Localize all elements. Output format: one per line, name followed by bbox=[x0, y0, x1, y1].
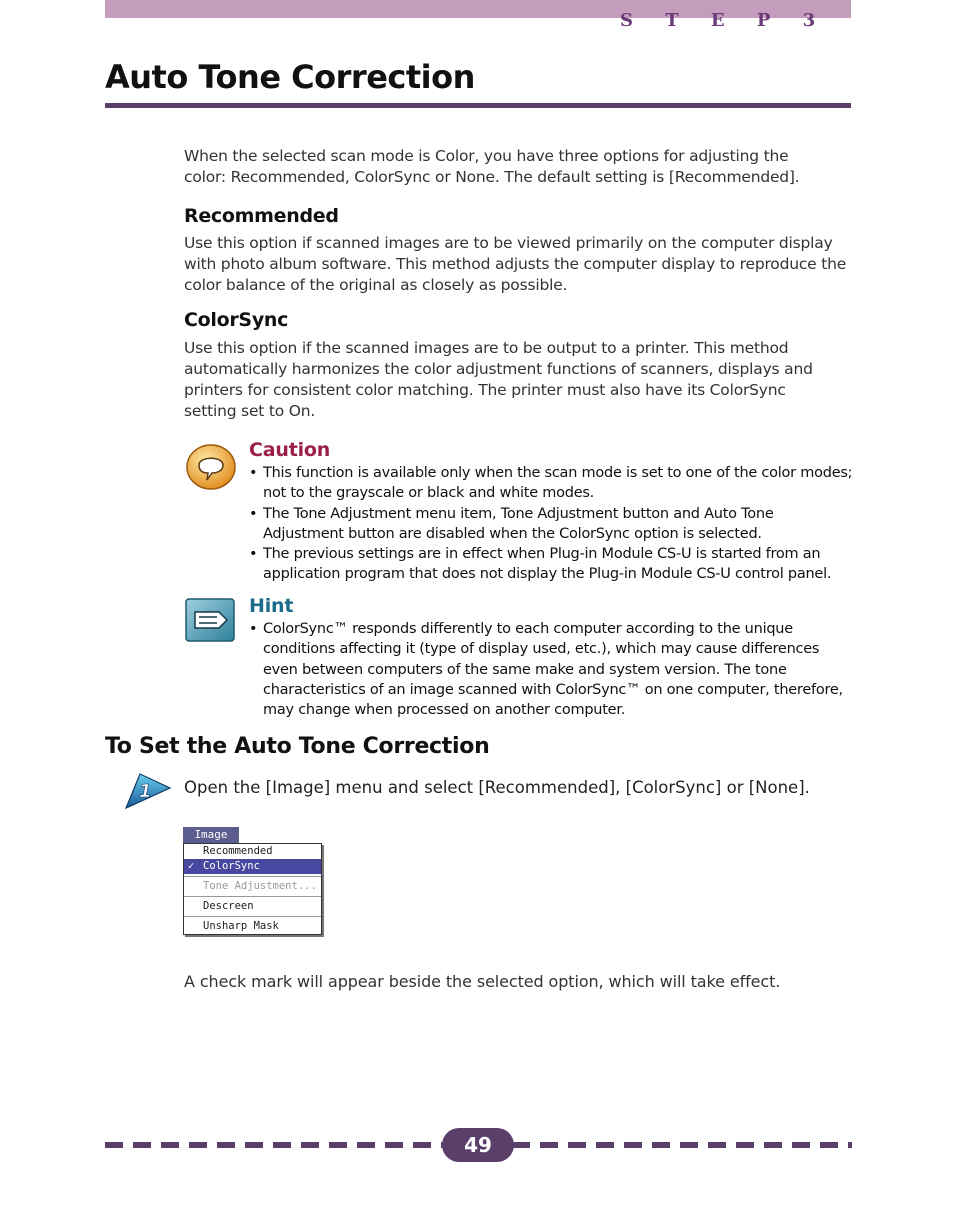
page-title: Auto Tone Correction bbox=[105, 58, 475, 96]
menu-item-recommended[interactable]: Recommended bbox=[203, 845, 273, 857]
step-number-badge bbox=[122, 770, 172, 810]
caution-item: • The previous settings are in effect when Plug-in Module CS-U is started from an application program that does not display the Plug-in Module CS-U control panel. bbox=[249, 544, 853, 585]
step-label: S T E P 3 bbox=[620, 10, 829, 31]
image-menu-dropdown bbox=[183, 843, 322, 935]
hint-list bbox=[249, 619, 843, 720]
hint-item: • ColorSync™ responds differently to each computer according to the unique conditions affecting it (type of display used, etc.), which may cause differences even between computers of the same make and system version. The tone characteristics of an image scanned with ColorSync™ on one computer, therefore, may change when processed on another computer. bbox=[249, 619, 843, 720]
menu-item-unsharp-mask[interactable]: Unsharp Mask bbox=[203, 920, 279, 932]
step-number: 1 bbox=[139, 781, 152, 802]
image-menu-screenshot bbox=[183, 827, 323, 935]
image-menu-title[interactable]: Image bbox=[183, 827, 239, 843]
title-rule bbox=[105, 103, 851, 108]
recommended-heading: Recommended bbox=[184, 205, 339, 227]
menu-separator bbox=[184, 896, 321, 897]
colorsync-heading: ColorSync bbox=[184, 309, 289, 331]
recommended-text: Use this option if scanned images are to be viewed primarily on the computer display with photo album software. This method adjusts the computer display to reproduce the color balance of the original as closely as possible. bbox=[184, 234, 847, 294]
menu-item-label: ColorSync bbox=[203, 860, 260, 872]
checkmark-icon: ✓ bbox=[188, 860, 195, 872]
hint-pencil-icon bbox=[185, 598, 235, 642]
colorsync-text: Use this option if the scanned images are to be output to a printer. This method automatically harmonizes the color adjustment functions of scanners, displays and printers for consistent color matching. The printer must also have its ColorSync setting set to On. bbox=[184, 339, 813, 420]
step-instruction: Open the [Image] menu and select [Recommended], [ColorSync] or [None]. bbox=[184, 778, 810, 797]
intro-paragraph: When the selected scan mode is Color, you have three options for adjusting the color: Recommended, ColorSync or None. The default setting is [Recommended]. bbox=[184, 147, 800, 186]
footer-dashes-left bbox=[105, 1142, 445, 1148]
menu-separator bbox=[184, 876, 321, 877]
menu-item-tone-adjustment: Tone Adjustment... bbox=[203, 880, 317, 892]
result-text: A check mark will appear beside the selected option, which will take effect. bbox=[184, 972, 781, 991]
menu-separator bbox=[184, 916, 321, 917]
menu-item-colorsync[interactable] bbox=[184, 859, 321, 874]
hint-title: Hint bbox=[249, 595, 294, 617]
caution-speech-bubble-icon bbox=[185, 443, 237, 491]
caution-item: • This function is available only when the scan mode is set to one of the color modes; not to the grayscale or black and white modes. bbox=[249, 463, 853, 504]
caution-list bbox=[249, 463, 853, 585]
footer-dashes-right bbox=[512, 1142, 852, 1148]
caution-title: Caution bbox=[249, 439, 331, 461]
page-number: 49 bbox=[442, 1128, 514, 1162]
section-heading: To Set the Auto Tone Correction bbox=[105, 734, 490, 759]
caution-item: • The Tone Adjustment menu item, Tone Adjustment button and Auto Tone Adjustment button are disabled when the ColorSync option is selected. bbox=[249, 504, 853, 545]
menu-item-descreen[interactable]: Descreen bbox=[203, 900, 254, 912]
